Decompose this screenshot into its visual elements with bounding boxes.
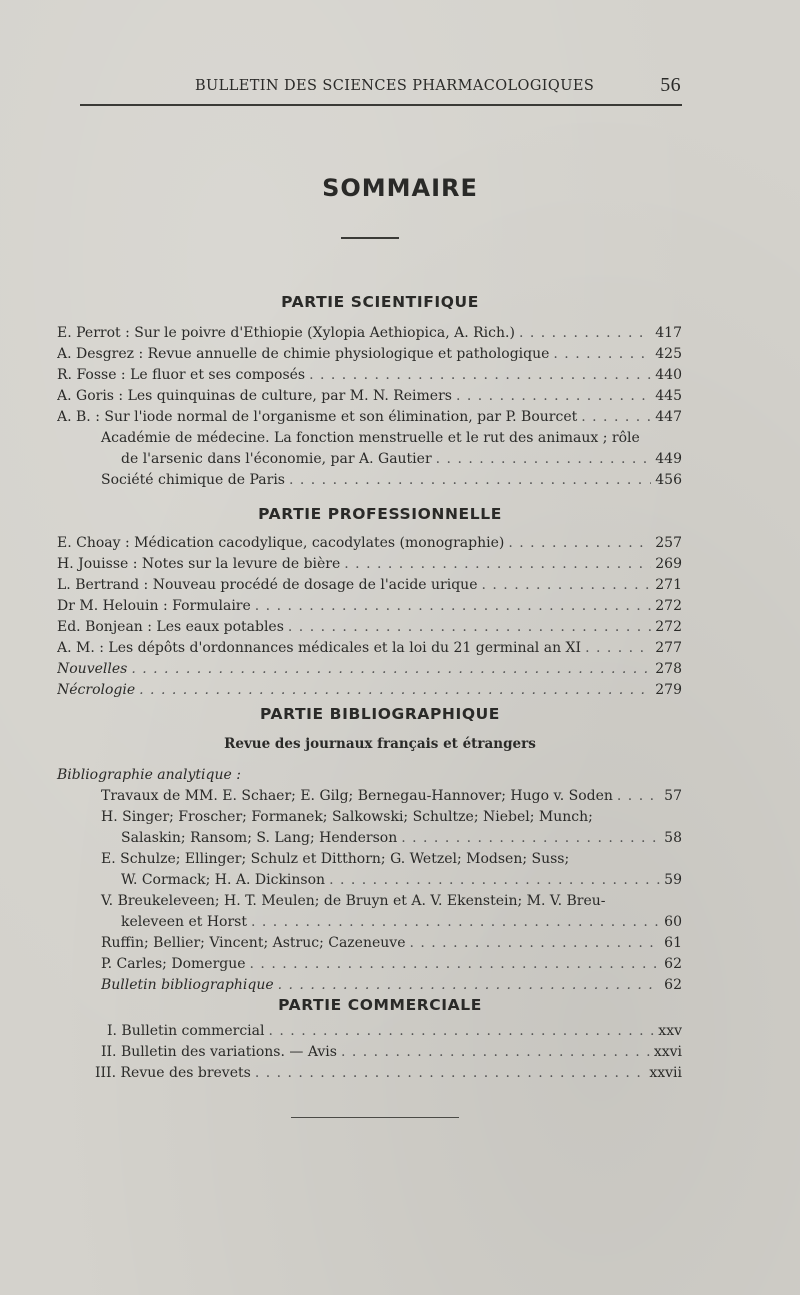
toc-entry-text: A. B. : Sur l'iode normal de l'organisme et son élimination, par P. Bourcet [57, 409, 578, 425]
leader-dots [255, 1063, 646, 1084]
toc-entry-page: 61 [664, 935, 682, 951]
leader-dots [508, 533, 651, 554]
header-rule [80, 104, 682, 106]
toc-entry[interactable] [57, 680, 682, 701]
toc-entry-page: 271 [655, 577, 682, 593]
toc-entry-line: V. Breukeleveen; H. T. Meulen; de Bruyn et A. V. Ekenstein; M. V. Breu- [101, 893, 606, 909]
title-divider [341, 237, 399, 239]
toc-entry-text: Bulletin bibliographique [101, 977, 274, 993]
toc-entry-page: 272 [655, 619, 682, 635]
leader-dots [585, 638, 651, 659]
toc-entry[interactable] [57, 365, 682, 386]
toc-entry-text: Salaskin; Ransom; S. Lang; Henderson [121, 830, 398, 846]
toc-entry[interactable] [121, 912, 682, 933]
toc-entry-text: Ruffin; Bellier; Vincent; Astruc; Cazeneuve [101, 935, 406, 951]
toc-entry[interactable] [57, 659, 682, 680]
toc-entry[interactable] [57, 617, 682, 638]
toc-entry[interactable] [57, 554, 682, 575]
toc-entry-page: xxv [658, 1023, 682, 1039]
toc-entry-page: 279 [655, 682, 682, 698]
toc-entry-page: 272 [655, 598, 682, 614]
section-subtitle: Revue des journaux français et étrangers [224, 736, 536, 752]
page-number: 56 [660, 74, 681, 96]
leader-dots [344, 554, 651, 575]
leader-dots [288, 617, 651, 638]
toc-entry-page: 456 [655, 472, 682, 488]
toc-entry-text: Nécrologie [57, 682, 136, 698]
toc-entry[interactable] [95, 1063, 682, 1084]
closing-rule [291, 1117, 459, 1118]
section-title-professionnelle: PARTIE PROFESSIONNELLE [258, 505, 502, 523]
toc-entry-text: L. Bertrand : Nouveau procédé de dosage de l'acide urique [57, 577, 478, 593]
toc-entry[interactable] [101, 933, 682, 954]
toc-entry-page: 417 [655, 325, 682, 341]
toc-entry[interactable] [121, 870, 682, 891]
toc-entry-text: II. Bulletin des variations. — Avis [101, 1044, 337, 1060]
toc-entry-text: Dr M. Helouin : Formulaire [57, 598, 251, 614]
leader-dots [341, 1042, 650, 1063]
toc-entry-text: E. Choay : Médication cacodylique, cacodylates (monographie) [57, 535, 505, 551]
toc-entry-page: 58 [664, 830, 682, 846]
toc-entry-page: 60 [664, 914, 682, 930]
toc-entry-text: Travaux de MM. E. Schaer; E. Gilg; Bernegau-Hannover; Hugo v. Soden [101, 788, 613, 804]
toc-entry-page: 57 [664, 788, 682, 804]
toc-entry[interactable] [101, 786, 682, 807]
leader-dots [617, 786, 660, 807]
leader-dots [251, 912, 660, 933]
toc-entry-page: 62 [664, 956, 682, 972]
toc-entry-text: H. Jouisse : Notes sur la levure de bière [57, 556, 341, 572]
toc-entry-page: 257 [655, 535, 682, 551]
leader-dots [278, 975, 660, 996]
toc-entry[interactable] [57, 638, 682, 659]
toc-entry[interactable] [57, 596, 682, 617]
toc-entry-page: 62 [664, 977, 682, 993]
toc-entry[interactable] [121, 449, 682, 470]
toc-entry-page: 277 [655, 640, 682, 656]
toc-entry-page: xxvii [649, 1065, 682, 1081]
toc-entry[interactable] [107, 1021, 682, 1042]
toc-entry[interactable] [57, 344, 682, 365]
leader-dots [269, 1021, 655, 1042]
toc-entry-line: Académie de médecine. La fonction menstruelle et le rut des animaux ; rôle [101, 430, 640, 446]
toc-entry-text: keleveen et Horst [121, 914, 247, 930]
section-title-commerciale: PARTIE COMMERCIALE [278, 996, 482, 1014]
toc-entry-text: W. Cormack; H. A. Dickinson [121, 872, 326, 888]
toc-entry-page: 269 [655, 556, 682, 572]
leader-dots [519, 323, 651, 344]
toc-entry[interactable] [101, 975, 682, 996]
toc-entry-text: E. Perrot : Sur le poivre d'Ethiopie (Xylopia Aethiopica, A. Rich.) [57, 325, 515, 341]
toc-entry-text: A. Desgrez : Revue annuelle de chimie physiologique et pathologique [57, 346, 550, 362]
toc-entry-text: Ed. Bonjean : Les eaux potables [57, 619, 284, 635]
toc-entry[interactable] [57, 533, 682, 554]
leader-dots [553, 344, 651, 365]
toc-entry[interactable] [101, 954, 682, 975]
toc-entry-page: 445 [655, 388, 682, 404]
toc-entry-page: xxvi [653, 1044, 682, 1060]
leader-dots [139, 680, 651, 701]
toc-entry-text: I. Bulletin commercial [107, 1023, 265, 1039]
toc-entry-text: Société chimique de Paris [101, 472, 285, 488]
toc-entry-text: P. Carles; Domergue [101, 956, 246, 972]
leader-dots [482, 575, 652, 596]
page-title: SOMMAIRE [322, 174, 478, 202]
leader-dots [309, 365, 651, 386]
toc-entry-text: A. M. : Les dépôts d'ordonnances médicales et la loi du 21 germinal an XI [57, 640, 582, 656]
section-title-scientifique: PARTIE SCIENTIFIQUE [281, 293, 479, 311]
leader-dots [131, 659, 651, 680]
leader-dots [250, 954, 660, 975]
toc-entry-page: 425 [655, 346, 682, 362]
toc-entry-page: 440 [655, 367, 682, 383]
toc-entry[interactable] [57, 323, 682, 344]
toc-entry[interactable] [57, 386, 682, 407]
toc-entry[interactable] [101, 470, 682, 491]
leader-dots [581, 407, 651, 428]
toc-entry-text: Nouvelles [57, 661, 128, 677]
toc-entry-text: R. Fosse : Le fluor et ses composés [57, 367, 306, 383]
toc-entry[interactable] [57, 407, 682, 428]
leader-dots [409, 933, 660, 954]
leader-dots [329, 870, 660, 891]
toc-entry-line: H. Singer; Froscher; Formanek; Salkowski; Schultze; Niebel; Munch; [101, 809, 593, 825]
toc-entry-text: III. Revue des brevets [95, 1065, 251, 1081]
leader-dots [401, 828, 660, 849]
toc-entry-line: E. Schulze; Ellinger; Schulz et Ditthorn; G. Wetzel; Modsen; Suss; [101, 851, 570, 867]
toc-entry-page: 59 [664, 872, 682, 888]
section-title-bibliographique: PARTIE BIBLIOGRAPHIQUE [259, 705, 501, 723]
toc-entry[interactable] [101, 1042, 682, 1063]
toc-entry[interactable] [121, 828, 682, 849]
journal-title: BULLETIN DES SCIENCES PHARMACOLOGIQUES [195, 78, 595, 94]
toc-entry-page: 447 [655, 409, 682, 425]
toc-entry-text: de l'arsenic dans l'économie, par A. Gautier [121, 451, 432, 467]
leader-dots [436, 449, 652, 470]
bibliography-intro: Bibliographie analytique : [57, 767, 241, 783]
toc-entry-text: A. Goris : Les quinquinas de culture, par M. N. Reimers [57, 388, 452, 404]
toc-entry-page: 449 [655, 451, 682, 467]
leader-dots [255, 596, 651, 617]
toc-entry-page: 278 [655, 661, 682, 677]
toc-entry[interactable] [57, 575, 682, 596]
leader-dots [289, 470, 651, 491]
running-header [195, 74, 685, 100]
leader-dots [456, 386, 651, 407]
